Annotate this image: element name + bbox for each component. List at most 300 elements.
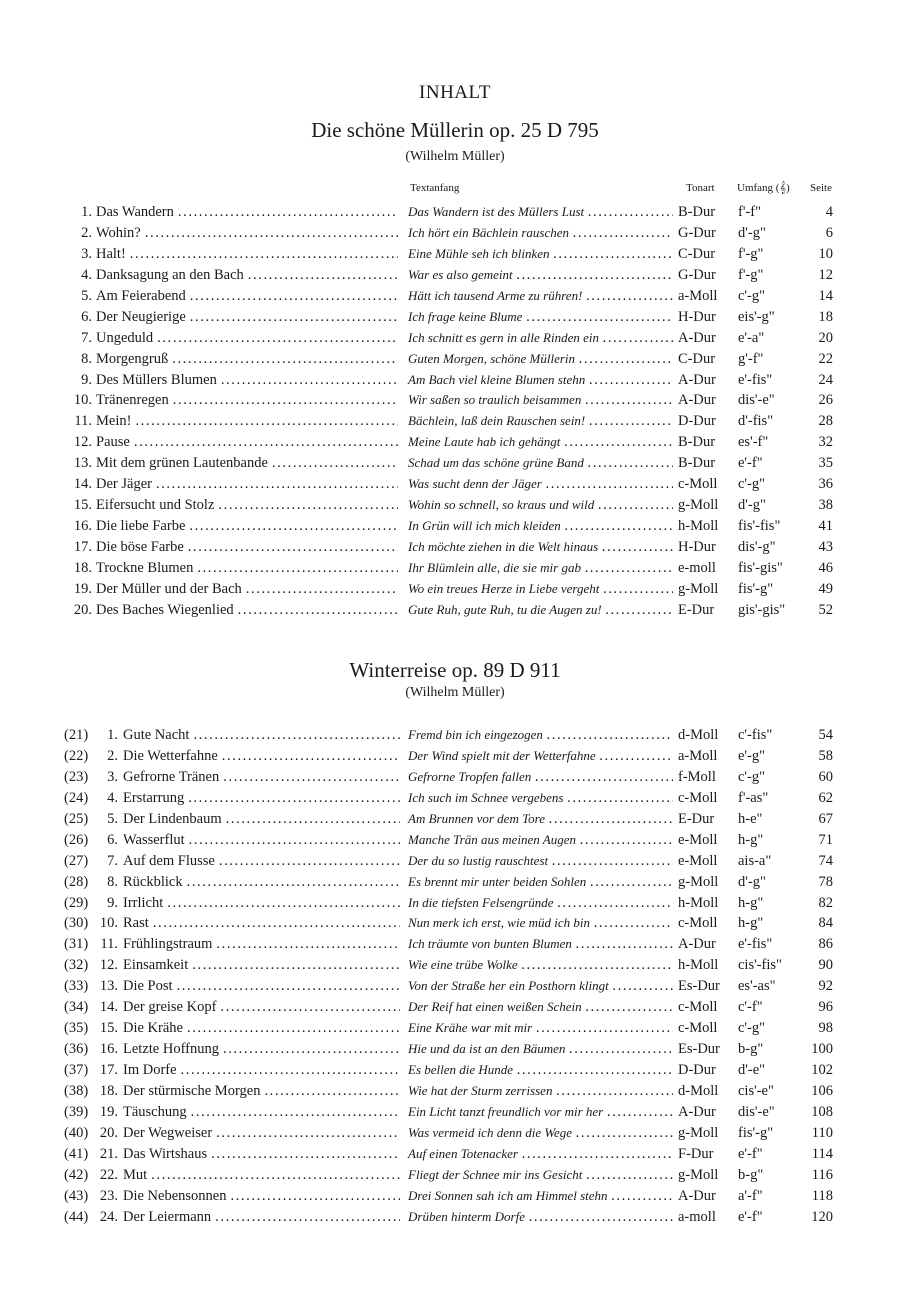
- incipit-text: Ihr Blümlein alle, die sie mir gab: [408, 559, 581, 575]
- key: h-Moll: [678, 518, 719, 535]
- incipit-text: Wo ein treues Herze in Liebe vergeht: [408, 580, 600, 596]
- incipit: [408, 1018, 673, 1038]
- overall-number: (41): [64, 1145, 89, 1162]
- dot-leader: [181, 1060, 400, 1080]
- page-number: 120: [811, 1208, 833, 1225]
- vocal-range: f'-f": [738, 204, 762, 220]
- dot-leader: [556, 1081, 673, 1101]
- dot-leader: [580, 830, 673, 850]
- song-title: Frühlingstraum: [123, 936, 213, 953]
- dot-leader: [238, 600, 398, 620]
- overall-number: (27): [64, 852, 89, 869]
- dot-leader: [193, 725, 400, 745]
- dot-leader: [173, 390, 398, 410]
- song-number: 20.: [73, 601, 92, 618]
- page-number: 12: [818, 266, 833, 283]
- overall-number: (34): [64, 999, 89, 1016]
- dot-leader: [246, 579, 398, 599]
- key: A-Dur: [678, 936, 716, 953]
- page-number: 90: [818, 957, 833, 974]
- key: a-moll: [678, 1208, 716, 1225]
- song-title: Täuschung: [123, 1103, 187, 1120]
- dot-leader: [585, 390, 673, 410]
- overall-number: (21): [64, 727, 89, 743]
- song-label: [64, 1081, 400, 1101]
- dot-leader: [187, 872, 400, 892]
- vocal-range: b-g": [738, 1041, 764, 1058]
- dot-leader: [218, 495, 398, 515]
- page-number: 100: [811, 1041, 833, 1058]
- song-title: Mein!: [96, 413, 132, 430]
- dot-leader: [197, 558, 398, 578]
- song-title: Die Krähe: [123, 1020, 183, 1037]
- incipit-text: Nun merk ich erst, wie müd ich bin: [408, 915, 590, 931]
- vocal-range: g'-f": [738, 350, 764, 367]
- incipit: [408, 955, 673, 975]
- song-title: Der Leiermann: [123, 1208, 212, 1225]
- incipit-text: Eine Krähe war mit mir: [408, 1020, 533, 1036]
- toc-entry: [0, 1060, 900, 1081]
- song-title: Rückblick: [123, 873, 183, 890]
- song-number: 10.: [73, 392, 92, 409]
- song-title: Die Nebensonnen: [123, 1187, 227, 1204]
- song-label: [68, 411, 398, 431]
- dot-leader: [172, 349, 398, 369]
- song-label: [64, 1123, 400, 1143]
- song-label: [64, 788, 400, 808]
- incipit: [408, 767, 673, 787]
- toc-entry: [0, 830, 900, 851]
- page-number: 114: [811, 1145, 833, 1162]
- song-number: 11.: [74, 413, 92, 430]
- song-title: Gute Nacht: [123, 727, 190, 743]
- song-number: 14.: [73, 476, 92, 493]
- key: C-Dur: [678, 350, 716, 367]
- incipit: [408, 1081, 673, 1101]
- incipit: [408, 934, 673, 954]
- key: f-Moll: [678, 768, 716, 785]
- incipit-text: Am Brunnen vor dem Tore: [408, 810, 545, 826]
- dot-leader: [588, 453, 673, 473]
- song-number: 11.: [100, 936, 118, 953]
- song-number: 15.: [99, 1020, 118, 1037]
- dot-leader: [211, 1144, 400, 1164]
- song-title: Mit dem grünen Lautenbande: [96, 455, 268, 472]
- vocal-range: dis'-g": [738, 539, 776, 555]
- dot-leader: [535, 767, 673, 787]
- page-number: 32: [818, 434, 833, 451]
- vocal-range: c'-f": [738, 999, 763, 1016]
- toc-entry: [0, 1207, 900, 1228]
- key: F-Dur: [678, 1145, 714, 1162]
- song-list-muellerin: [0, 202, 900, 621]
- dot-leader: [188, 537, 398, 557]
- song-label: [68, 537, 398, 557]
- overall-number: (26): [64, 831, 89, 848]
- page-number: 22: [818, 350, 833, 367]
- incipit: [408, 244, 673, 264]
- song-number: 15.: [73, 497, 92, 514]
- song-label: [68, 432, 398, 452]
- incipit-text: In die tiefsten Felsengründe: [408, 894, 554, 910]
- key: G-Dur: [678, 266, 716, 283]
- song-title: Der Neugierige: [96, 308, 186, 325]
- vocal-range: fis'-gis": [738, 559, 783, 576]
- song-title: Ungeduld: [96, 329, 154, 346]
- dot-leader: [167, 893, 400, 913]
- toc-entry: [0, 286, 900, 307]
- incipit: [408, 537, 673, 557]
- vocal-range: h-g": [738, 831, 764, 848]
- song-number: 1.: [81, 204, 92, 220]
- incipit-text: Was vermeid ich denn die Wege: [408, 1124, 573, 1140]
- dot-leader: [602, 537, 673, 557]
- song-title: Rast: [123, 915, 149, 932]
- incipit-text: Was sucht denn der Jäger: [408, 476, 542, 492]
- dot-leader: [612, 1186, 673, 1206]
- toc-entry: [0, 411, 900, 432]
- key: A-Dur: [678, 392, 716, 409]
- page-number: 52: [818, 601, 833, 618]
- overall-number: (42): [64, 1166, 89, 1183]
- song-title: Danksagung an den Bach: [96, 266, 244, 283]
- song-title: Wohin?: [96, 224, 141, 241]
- dot-leader: [549, 809, 673, 829]
- incipit: [408, 202, 673, 222]
- song-title: Der Müller und der Bach: [96, 580, 242, 597]
- vocal-range: fis'-g": [738, 1124, 774, 1141]
- song-title: Der Lindenbaum: [123, 810, 222, 827]
- song-label: [68, 516, 398, 536]
- toc-entry: [0, 1102, 900, 1123]
- song-label: [68, 495, 398, 515]
- song-number: 19.: [99, 1103, 118, 1120]
- vocal-range: f'-as": [738, 789, 769, 806]
- vocal-range: es'-as": [738, 978, 776, 995]
- incipit-text: Es bellen die Hunde: [408, 1062, 514, 1077]
- key: E-Dur: [678, 601, 715, 618]
- key: e-moll: [678, 559, 716, 576]
- song-list-winterreise: [0, 725, 900, 1228]
- song-number: 4.: [107, 789, 118, 806]
- incipit-text: Gefrorne Tropfen fallen: [408, 768, 532, 784]
- incipit-text: Hie und da ist an den Bäumen: [408, 1041, 566, 1057]
- incipit: [408, 453, 673, 473]
- song-label: [64, 1039, 400, 1059]
- dot-leader: [589, 370, 673, 390]
- dot-leader: [190, 286, 398, 306]
- song-label: [68, 349, 398, 369]
- dot-leader: [188, 788, 400, 808]
- vocal-range: dis'-e": [738, 392, 775, 409]
- song-number: 18.: [99, 1082, 118, 1099]
- key: E-Dur: [678, 810, 715, 827]
- dot-leader: [607, 1102, 673, 1122]
- page-number: 54: [818, 727, 833, 743]
- key: g-Moll: [678, 497, 719, 514]
- overall-number: (29): [64, 894, 89, 911]
- song-number: 24.: [99, 1208, 118, 1225]
- song-label: [68, 370, 398, 390]
- page-number: 28: [818, 413, 833, 430]
- vocal-range: c'-fis": [738, 727, 773, 743]
- song-title: Irrlicht: [123, 894, 164, 911]
- overall-number: (33): [64, 978, 89, 995]
- incipit-text: War es also gemeint: [408, 266, 513, 282]
- overall-number: (28): [64, 873, 89, 890]
- dot-leader: [192, 955, 400, 975]
- page-number: 106: [811, 1082, 833, 1099]
- song-number: 6.: [81, 308, 92, 325]
- page-number: 46: [818, 559, 833, 576]
- toc-entry: [0, 1123, 900, 1144]
- dot-leader: [230, 1186, 400, 1206]
- song-title: Letzte Hoffnung: [123, 1041, 219, 1058]
- page-heading: INHALT: [419, 82, 491, 103]
- dot-leader: [576, 1123, 673, 1143]
- dot-leader: [191, 1102, 400, 1122]
- vocal-range: h-e": [738, 810, 763, 827]
- song-number: 10.: [99, 915, 118, 932]
- dot-leader: [216, 934, 400, 954]
- overall-number: (31): [64, 936, 89, 953]
- song-title: Das Wandern: [96, 204, 174, 220]
- toc-entry: [0, 474, 900, 495]
- vocal-range: f'-g": [738, 245, 764, 262]
- song-title: Der Wegweiser: [123, 1124, 213, 1141]
- vocal-range: cis'-fis": [738, 957, 782, 974]
- incipit: [408, 600, 673, 620]
- song-number: 13.: [99, 978, 118, 995]
- key: a-Moll: [678, 747, 718, 764]
- page-number: 49: [818, 580, 833, 597]
- incipit: [408, 432, 673, 452]
- song-title: Halt!: [96, 245, 126, 262]
- incipit: [408, 1039, 673, 1059]
- toc-entry: [0, 1144, 900, 1165]
- vocal-range: gis'-gis": [738, 601, 786, 618]
- song-title: Das Wirtshaus: [123, 1145, 208, 1162]
- song-title: Wasserflut: [123, 831, 185, 848]
- incipit: [408, 307, 673, 327]
- dot-leader: [569, 1039, 673, 1059]
- song-label: [64, 1018, 400, 1038]
- song-title: Trockne Blumen: [96, 559, 194, 576]
- song-number: 2.: [81, 224, 92, 241]
- page-number: 35: [818, 455, 833, 472]
- dot-leader: [156, 474, 398, 494]
- page-number: 38: [818, 497, 833, 514]
- overall-number: (32): [64, 957, 89, 974]
- dot-leader: [215, 1207, 400, 1227]
- dot-leader: [586, 997, 673, 1017]
- song-label: [68, 579, 398, 599]
- key: D-Dur: [678, 413, 716, 430]
- vocal-range: e'-g": [738, 747, 766, 764]
- incipit-text: Fliegt der Schnee mir ins Gesicht: [408, 1166, 583, 1182]
- toc-entry: [0, 537, 900, 558]
- overall-number: (36): [64, 1041, 89, 1058]
- vocal-range: ais-a": [738, 852, 772, 869]
- song-title: Die Post: [123, 978, 173, 995]
- song-number: 12.: [73, 434, 92, 451]
- song-label: [64, 1186, 400, 1206]
- song-label: [64, 913, 400, 933]
- key: h-Moll: [678, 957, 719, 974]
- song-label: [64, 1060, 400, 1080]
- page-number: 71: [818, 831, 833, 848]
- toc-entry: [0, 265, 900, 286]
- key: g-Moll: [678, 1166, 719, 1183]
- section-title-muellerin: Die schöne Müllerin op. 25 D 795: [311, 118, 599, 142]
- incipit: [408, 516, 673, 536]
- page-number: 84: [818, 915, 833, 932]
- dot-leader: [594, 913, 673, 933]
- page-number: 108: [811, 1103, 833, 1120]
- dot-leader: [264, 1081, 400, 1101]
- song-label: [68, 453, 398, 473]
- toc-entry: [0, 955, 900, 976]
- page-number: 36: [818, 476, 833, 493]
- key: B-Dur: [678, 455, 716, 472]
- dot-leader: [547, 725, 673, 745]
- song-number: 17.: [99, 1062, 118, 1078]
- incipit-text: Manche Trän aus meinen Augen: [408, 831, 577, 847]
- incipit: [408, 1165, 673, 1185]
- song-label: [68, 244, 398, 264]
- key: d-Moll: [678, 1082, 719, 1099]
- vocal-range: e'-fis": [738, 936, 773, 953]
- dot-leader: [177, 976, 400, 996]
- page-number: 18: [818, 308, 833, 325]
- dot-leader: [586, 1165, 673, 1185]
- key: c-Moll: [678, 476, 718, 493]
- song-number: 14.: [99, 999, 118, 1016]
- song-label: [64, 872, 400, 892]
- dot-leader: [522, 955, 673, 975]
- key: A-Dur: [678, 1187, 716, 1204]
- incipit: [408, 474, 673, 494]
- key: h-Moll: [678, 894, 719, 911]
- song-label: [68, 202, 398, 222]
- incipit: [408, 788, 673, 808]
- dot-leader: [603, 579, 673, 599]
- page-number: 43: [818, 539, 833, 555]
- page-number: 6: [825, 224, 833, 241]
- song-number: 16.: [73, 518, 92, 535]
- overall-number: (43): [64, 1187, 89, 1204]
- column-header-textanfang: Textanfang: [410, 182, 460, 194]
- incipit-text: Der du so lustig rauschtest: [408, 852, 549, 868]
- vocal-range: d'-g": [738, 497, 766, 514]
- song-number: 19.: [73, 580, 92, 597]
- dot-leader: [248, 265, 398, 285]
- song-number: 12.: [99, 957, 118, 974]
- page-number: 116: [811, 1166, 833, 1183]
- vocal-range: e'-f": [738, 1145, 763, 1162]
- dot-leader: [606, 600, 673, 620]
- song-title: Pause: [96, 434, 130, 451]
- page-number: 60: [818, 768, 833, 785]
- incipit: [408, 872, 673, 892]
- incipit-text: Fremd bin ich eingezogen: [408, 727, 543, 742]
- incipit-text: Ich frage keine Blume: [408, 308, 523, 324]
- song-label: [64, 955, 400, 975]
- dot-leader: [222, 746, 400, 766]
- incipit-text: Wir saßen so traulich beisammen: [408, 392, 582, 408]
- vocal-range: d'-fis": [738, 413, 774, 430]
- incipit: [408, 390, 673, 410]
- incipit: [408, 558, 673, 578]
- incipit-text: Ich möchte ziehen in die Welt hinaus: [408, 539, 599, 554]
- song-label: [64, 830, 400, 850]
- toc-entry: [0, 976, 900, 997]
- dot-leader: [598, 495, 673, 515]
- toc-entry: [0, 202, 900, 223]
- incipit: [408, 1060, 673, 1080]
- incipit-text: Ich träumte von bunten Blumen: [408, 936, 572, 952]
- incipit: [408, 579, 673, 599]
- song-label: [68, 286, 398, 306]
- dot-leader: [573, 223, 673, 243]
- dot-leader: [157, 328, 398, 348]
- key: g-Moll: [678, 580, 719, 597]
- song-title: Einsamkeit: [123, 957, 189, 974]
- dot-leader: [552, 851, 673, 871]
- song-label: [64, 725, 400, 745]
- vocal-range: e'-fis": [738, 371, 773, 388]
- page-number: 14: [818, 287, 833, 304]
- song-number: 9.: [107, 894, 118, 911]
- incipit-text: Am Bach viel kleine Blumen stehn: [408, 371, 586, 387]
- toc-entry: [0, 579, 900, 600]
- song-title: Eifersucht und Stolz: [96, 497, 215, 514]
- song-label: [68, 390, 398, 410]
- dot-leader: [189, 516, 398, 536]
- song-title: Die böse Farbe: [96, 539, 184, 555]
- toc-entry: [0, 495, 900, 516]
- song-label: [64, 997, 400, 1017]
- dot-leader: [272, 453, 398, 473]
- dot-leader: [522, 1144, 673, 1164]
- incipit-text: Es brennt mir unter beiden Sohlen: [408, 873, 587, 889]
- incipit: [408, 725, 673, 745]
- page-number: 74: [818, 852, 833, 869]
- toc-entry: [0, 767, 900, 788]
- incipit-text: Eine Mühle seh ich blinken: [408, 245, 550, 261]
- song-number: 18.: [73, 559, 92, 576]
- song-label: [64, 1102, 400, 1122]
- song-label: [64, 1144, 400, 1164]
- overall-number: (35): [64, 1020, 89, 1037]
- dot-leader: [546, 474, 673, 494]
- incipit-text: In Grün will ich mich kleiden: [408, 518, 561, 534]
- song-number: 7.: [81, 329, 92, 346]
- section-poet-muellerin: (Wilhelm Müller): [405, 149, 505, 164]
- toc-entry: [0, 1165, 900, 1186]
- dot-leader: [589, 411, 673, 431]
- dot-leader: [565, 516, 673, 536]
- dot-leader: [178, 202, 398, 222]
- incipit-text: Guten Morgen, schöne Müllerin: [408, 350, 576, 366]
- key: d-Moll: [678, 727, 719, 743]
- incipit-text: Ich such im Schnee vergebens: [408, 789, 564, 805]
- incipit-text: Ich schnitt es gern in alle Rinden ein: [408, 329, 599, 345]
- vocal-range: fis'-g": [738, 580, 774, 597]
- page-number: 20: [818, 329, 833, 346]
- song-number: 23.: [99, 1187, 118, 1204]
- toc-entry: [0, 432, 900, 453]
